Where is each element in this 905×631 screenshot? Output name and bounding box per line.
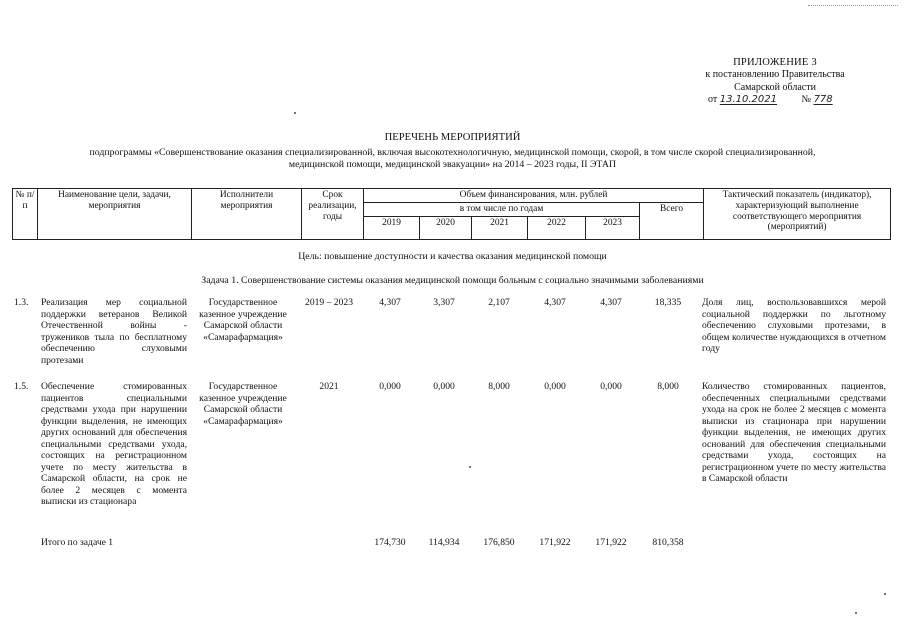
task-text: Задача 1. Совершенствование системы оказания медицинской помощи больным с социально значимыми заболеваниями	[201, 275, 704, 286]
table-header	[12, 188, 891, 240]
row-term: 2019 – 2023	[305, 297, 353, 308]
goal-text: Цель: повышение доступности и качества оказания медицинской помощи	[298, 251, 607, 262]
scan-border-dots	[808, 0, 898, 6]
total-value: 174,730	[374, 537, 406, 548]
row-indicator: Доля лиц, воспользовавшихся мерой социальной поддержки по льготному обеспечению слуховыми протезами, в общем количестве нуждающихся в отчетном году	[702, 297, 886, 354]
row-indicator: Количество стомированных пациентов, обеспеченных специальными средствами ухода на срок не более 2 месяцев с момента выписки из стационара при нарушении функции выделения, не имеющих других оснований для обеспечения специальными средствами ухода, состоящих на регистрационном учете по месту жительства в Самарской области	[702, 381, 886, 484]
row-value: 0,000	[600, 381, 622, 392]
subtitle-line1: подпрограммы «Совершенствование оказания специализированной, включая высокотехнологичную, медицинской помощи, скорой, в том числе скорой специализированной,	[89, 147, 816, 158]
total-label: Итого по задаче 1	[41, 537, 114, 548]
appendix-title: ПРИЛОЖЕНИЕ 3	[733, 57, 817, 68]
row-value: 0,000	[544, 381, 566, 392]
appendix-date-line	[690, 94, 860, 107]
from-label: от	[708, 94, 718, 106]
total-value: 114,934	[428, 537, 460, 548]
row-total: 18,335	[654, 297, 682, 308]
row-term: 2021	[319, 381, 339, 392]
row-value: 8,000	[488, 381, 510, 392]
appendix-line1: к постановлению Правительства	[705, 69, 845, 81]
row-name: Обеспечение стомированных пациентов специальными средствами ухода при нарушении функции выделения, не имеющих других оснований для обеспечения специальными средствами ухода, состоящих на регистрационном учете по месту жительства в Самарской области, на срок не более 2 месяцев с момента выписки из стационара	[41, 381, 187, 507]
handwritten-date: 13.10.2021	[719, 94, 778, 106]
scan-speck	[884, 593, 886, 595]
header-year: 2022	[528, 216, 586, 239]
header-funding: Объем финансирования, млн. рублей	[364, 189, 704, 203]
row-total: 8,000	[657, 381, 679, 392]
header-name: Наименование цели, задачи, мероприятия	[38, 189, 192, 240]
header-num: № п/п	[13, 189, 38, 240]
handwritten-number: 778	[813, 94, 833, 106]
scan-speck	[855, 612, 857, 614]
appendix-line2: Самарской области	[734, 81, 816, 93]
scan-speck	[294, 112, 296, 114]
header-year: 2020	[420, 216, 472, 239]
row-name: Реализация мер социальной поддержки ветеранов Великой Отечественной войны - тружеников тыла по бесплатному обеспечению слуховыми протезами	[41, 297, 187, 366]
row-value: 0,000	[379, 381, 401, 392]
row-value: 4,307	[600, 297, 622, 308]
header-executors: Исполнители мероприятия	[192, 189, 302, 240]
row-executor: Государственное казенное учреждение Самарской области «Самарафармация»	[199, 297, 287, 343]
row-executor: Государственное казенное учреждение Самарской области «Самарафармация»	[199, 381, 287, 427]
page-title: ПЕРЕЧЕНЬ МЕРОПРИЯТИЙ	[384, 132, 521, 143]
row-num: 1.5.	[14, 381, 29, 392]
row-value: 2,107	[488, 297, 510, 308]
row-num: 1.3.	[14, 297, 29, 308]
total-sum: 810,358	[652, 537, 684, 548]
header-by-years: в том числе по годам	[364, 202, 640, 216]
number-label: №	[801, 94, 812, 106]
header-term: Срок реализации, годы	[302, 189, 364, 240]
subtitle-line2: медицинской помощи, медицинской эвакуации» на 2014 – 2023 годы, II ЭТАП	[288, 159, 617, 170]
header-year: 2021	[472, 216, 528, 239]
total-value: 176,850	[483, 537, 515, 548]
header-indicator: Тактический показатель (индикатор), характеризующий выполнение соответствующего мероприятия (мероприятий)	[704, 189, 891, 240]
scan-speck	[469, 466, 471, 468]
row-value: 3,307	[433, 297, 455, 308]
appendix-block	[690, 56, 860, 107]
total-value: 171,922	[595, 537, 627, 548]
row-value: 4,307	[544, 297, 566, 308]
row-value: 4,307	[379, 297, 401, 308]
header-total: Всего	[640, 202, 704, 239]
header-year: 2019	[364, 216, 420, 239]
total-value: 171,922	[539, 537, 571, 548]
header-year: 2023	[586, 216, 640, 239]
row-value: 0,000	[433, 381, 455, 392]
